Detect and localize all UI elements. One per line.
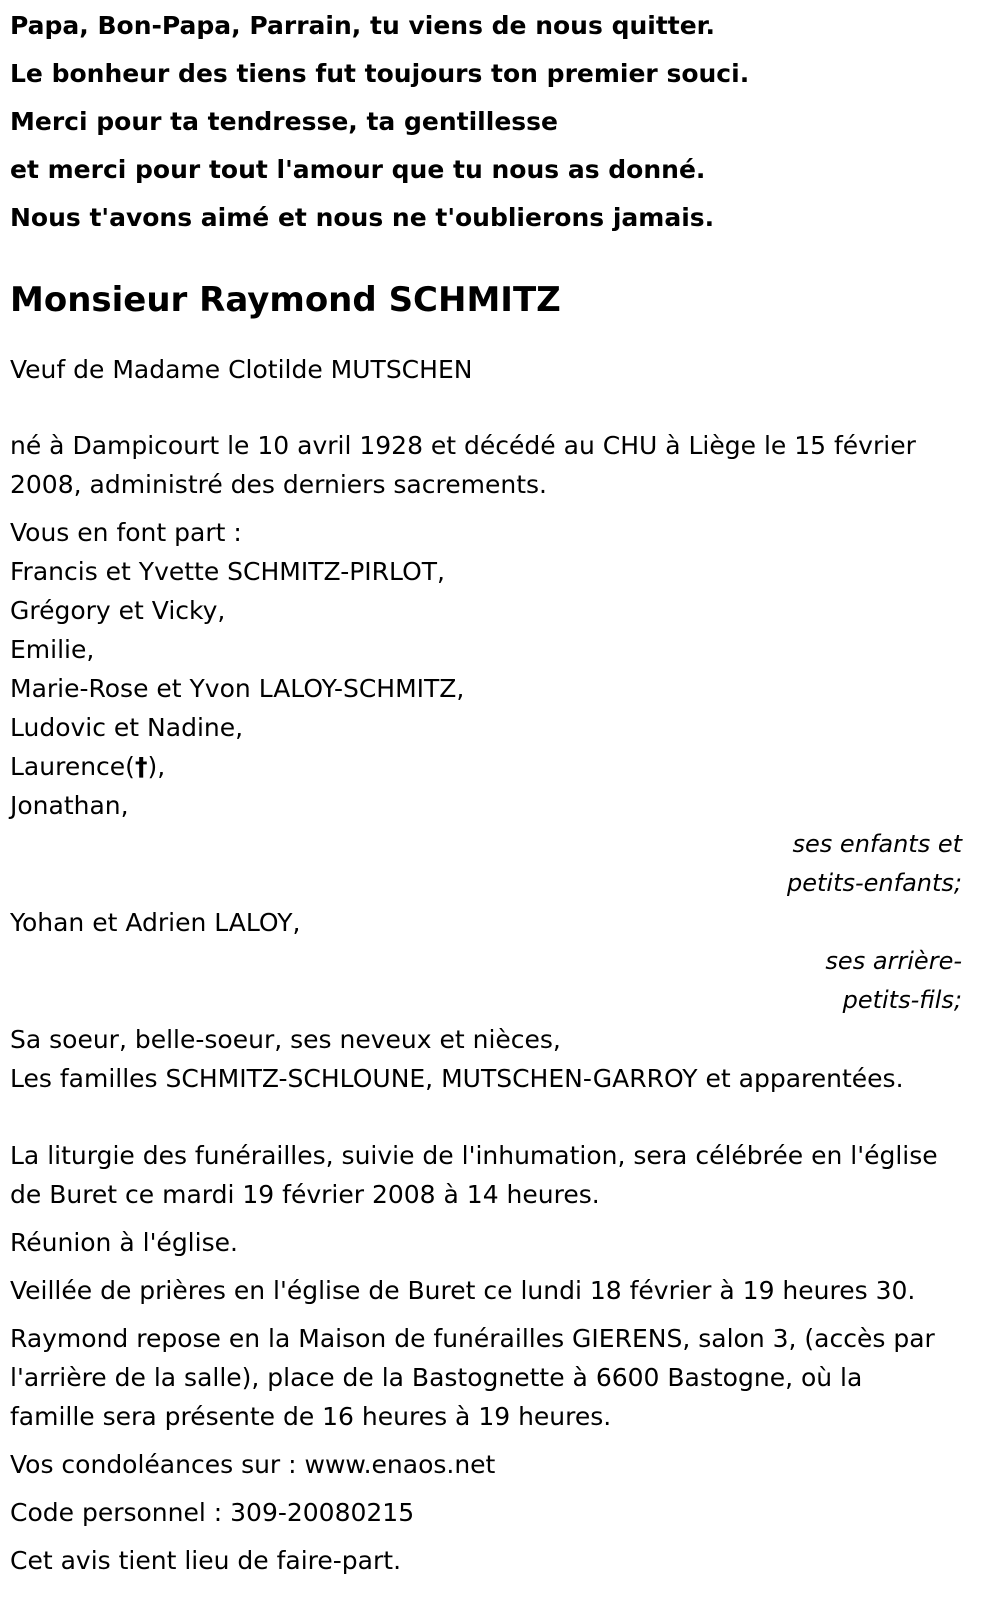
poem-line: Merci pour ta tendresse, ta gentillesse — [10, 107, 558, 136]
liturgy-line: de Buret ce mardi 19 février 2008 à 14 heures. — [10, 1180, 600, 1209]
birth-death-details — [10, 426, 962, 504]
family-member: Emilie, — [10, 635, 95, 664]
widow-of-text: Veuf de Madame Clotilde MUTSCHEN — [10, 355, 473, 384]
vigil — [10, 1271, 962, 1310]
notice — [10, 1541, 962, 1580]
liturgy — [10, 1136, 962, 1214]
repose-line: l'arrière de la salle), place de la Bastognette à 6600 Bastogne, où la — [10, 1363, 863, 1392]
condolences-text: Vos condoléances sur : www.enaos.net — [10, 1450, 496, 1479]
notice-text: Cet avis tient lieu de faire-part. — [10, 1546, 402, 1575]
meeting — [10, 1223, 962, 1262]
birth-death-line: né à Dampicourt le 10 avril 1928 et décédé au CHU à Liège le 15 février — [10, 431, 916, 460]
birth-death-line: 2008, administré des derniers sacrements. — [10, 470, 547, 499]
relation-line: ses enfants et — [792, 830, 962, 858]
relation-line: petits-enfants; — [787, 869, 962, 897]
poem — [10, 6, 962, 246]
meeting-text: Réunion à l'église. — [10, 1228, 238, 1257]
vigil-text: Veillée de prières en l'église de Buret ce lundi 18 février à 19 heures 30. — [10, 1276, 916, 1305]
family-member: Francis et Yvette SCHMITZ-PIRLOT, — [10, 557, 445, 586]
cross-icon: † — [134, 752, 148, 781]
great-grandchildren — [10, 903, 962, 942]
great-grandchildren-relation — [10, 942, 962, 1020]
family-member: Yohan et Adrien LALOY, — [10, 908, 301, 937]
deceased-name: Monsieur Raymond SCHMITZ — [10, 280, 561, 320]
death-notice — [10, 0, 962, 1580]
personal-code-text: Code personnel : 309-20080215 — [10, 1498, 415, 1527]
poem-line: Nous t'avons aimé et nous ne t'oublierons jamais. — [10, 203, 715, 232]
personal-code — [10, 1493, 962, 1532]
laurence-suffix: ), — [147, 752, 166, 781]
family-announcement — [10, 513, 962, 825]
family-member: Ludovic et Nadine, — [10, 713, 244, 742]
family-member: Jonathan, — [10, 791, 129, 820]
relation-line: petits-fils; — [842, 986, 962, 1014]
laurence-name: Laurence( — [10, 752, 135, 781]
repose-line: Raymond repose en la Maison de funérailles GIERENS, salon 3, (accès par — [10, 1324, 935, 1353]
poem-line: Le bonheur des tiens fut toujours ton premier souci. — [10, 59, 750, 88]
children-relation — [10, 825, 962, 903]
widow-of — [10, 350, 962, 389]
repose-line: famille sera présente de 16 heures à 19 heures. — [10, 1402, 612, 1431]
condolences — [10, 1445, 962, 1484]
family-member: Marie-Rose et Yvon LALOY-SCHMITZ, — [10, 674, 465, 703]
other-family-line: Sa soeur, belle-soeur, ses neveux et nièces, — [10, 1025, 561, 1054]
family-member: Grégory et Vicky, — [10, 596, 226, 625]
family-member-laurence — [10, 747, 962, 786]
relation-line: ses arrière- — [825, 947, 962, 975]
family-intro: Vous en font part : — [10, 518, 242, 547]
other-family-line: Les familles SCHMITZ-SCHLOUNE, MUTSCHEN-GARROY et apparentées. — [10, 1064, 904, 1093]
repose — [10, 1319, 962, 1436]
liturgy-line: La liturgie des funérailles, suivie de l'inhumation, sera célébrée en l'église — [10, 1141, 938, 1170]
poem-line: et merci pour tout l'amour que tu nous as donné. — [10, 155, 706, 184]
other-family — [10, 1020, 962, 1098]
poem-line: Papa, Bon-Papa, Parrain, tu viens de nous quitter. — [10, 11, 715, 40]
